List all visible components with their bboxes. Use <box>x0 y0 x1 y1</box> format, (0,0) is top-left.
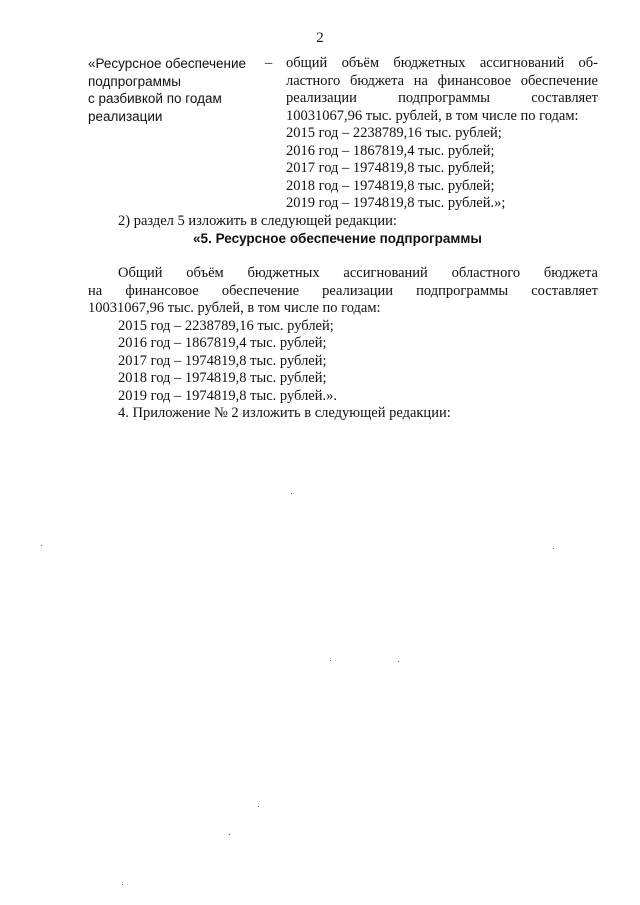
paragraph-year-line: 2019 год – 1974819,8 тыс. рублей.». <box>118 387 338 404</box>
scan-speck <box>122 884 123 885</box>
scan-speck <box>41 545 42 546</box>
section-title: «5. Ресурсное обеспечение подпрограммы <box>193 231 482 246</box>
passport-dash: – <box>265 55 273 71</box>
passport-value-line: реализации подпрограммы составляет <box>286 90 598 106</box>
passport-year-line: 2018 год – 1974819,8 тыс. рублей; <box>286 177 495 194</box>
passport-year-line: 2017 год – 1974819,8 тыс. рублей; <box>286 160 495 176</box>
passport-label-line: «Ресурсное обеспечение <box>88 56 247 71</box>
scan-speck <box>258 806 259 807</box>
paragraph-line: Общий объём бюджетных ассигнований областного бюджета <box>118 265 598 281</box>
passport-value <box>286 55 598 213</box>
scan-speck <box>291 493 292 494</box>
passport-label-line: с разбивкой по годам <box>88 91 222 106</box>
scan-speck <box>553 548 554 549</box>
passport-label <box>88 55 288 125</box>
passport-year-line: 2016 год – 1867819,4 тыс. рублей; <box>286 142 495 159</box>
paragraph-year-line: 2016 год – 1867819,4 тыс. рублей; <box>118 335 327 351</box>
scan-speck <box>398 661 399 662</box>
paragraph-year-line: 2015 год – 2238789,16 тыс. рублей; <box>118 317 334 334</box>
passport-value-line: 10031067,96 тыс. рублей, в том числе по годам: <box>286 107 579 124</box>
passport-year-line: 2015 год – 2238789,16 тыс. рублей; <box>286 125 502 141</box>
passport-label-line: подпрограммы <box>88 73 181 89</box>
passport-value-line: общий объём бюджетных ассигнований об- <box>286 55 598 71</box>
passport-year-line: 2019 год – 1974819,8 тыс. рублей.»; <box>286 195 506 211</box>
paragraph-line: на финансовое обеспечение реализации подпрограммы составляет <box>88 282 598 299</box>
page-number: 2 <box>316 30 324 46</box>
item-2-text: 2) раздел 5 изложить в следующей редакции: <box>118 213 397 229</box>
section-paragraph <box>88 265 598 405</box>
paragraph-year-line: 2018 год – 1974819,8 тыс. рублей; <box>118 370 327 386</box>
paragraph-year-line: 2017 год – 1974819,8 тыс. рублей; <box>118 352 327 369</box>
scan-speck <box>330 660 331 661</box>
item-4-text: 4. Приложение № 2 изложить в следующей редакции: <box>118 405 451 421</box>
passport-label-line: реализации <box>88 108 163 124</box>
paragraph-line: 10031067,96 тыс. рублей, в том числе по годам: <box>88 300 381 316</box>
passport-value-line: ластного бюджета на финансовое обеспечение <box>286 72 598 89</box>
scan-speck <box>229 834 230 835</box>
